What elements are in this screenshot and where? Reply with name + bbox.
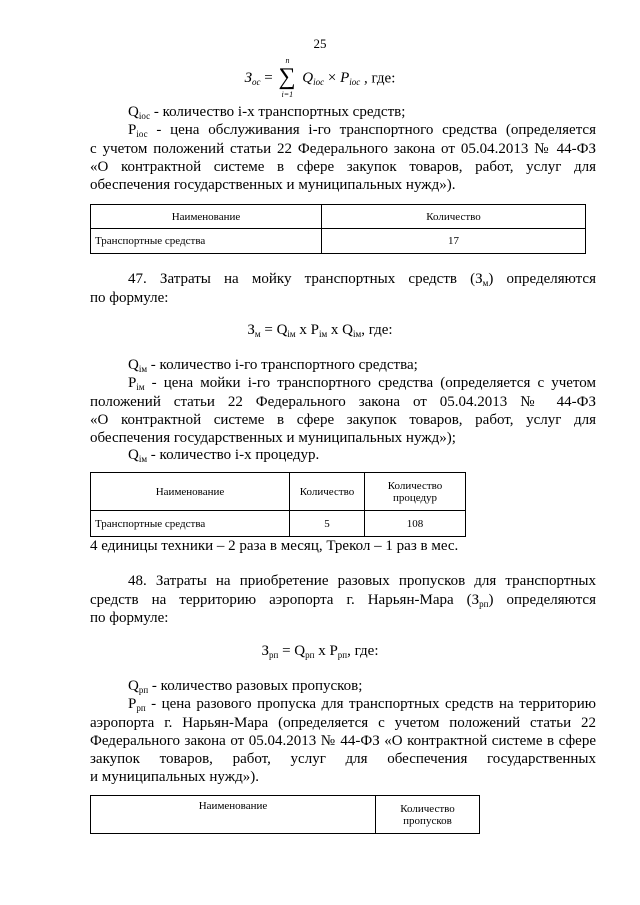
definition-p-rp-line: и муниципальных нужд»).	[90, 769, 259, 785]
definition-p-rp-line: закупок товаров, работ, услуг для обеспечения государственных	[90, 751, 596, 767]
table-cell: 5	[290, 511, 365, 537]
formula-passes-cost: $З_{рп} = Q_{рп}$ х $Р_{рп}$, где:	[261, 643, 379, 660]
table-cell: 108	[365, 511, 466, 537]
definition-p-im-line: $P_{iм}$ - цена мойки i-го транспортного средства (определяется с учетом	[128, 375, 596, 392]
table-header: Количество пропусков	[376, 796, 480, 834]
definition-p-rp-line: $P_{рп}$ - цена разового пропуска для транспортных средств на территорию	[128, 696, 596, 713]
page-number: 25	[313, 36, 327, 51]
table-header: Количество	[290, 473, 365, 511]
table-vehicles-washing	[90, 472, 466, 537]
table-header: Наименование	[91, 205, 322, 229]
table-header: Количество процедур	[365, 473, 466, 511]
definition-p-ios-line: обеспечения государственных и муниципальных нужд»).	[90, 177, 456, 193]
table-row	[91, 229, 586, 254]
formula-suffix: , где:	[364, 70, 396, 87]
section-48-intro: средств на территорию аэропорта г. Нарьян-Мара $(З_{рп})$ определяются	[90, 592, 596, 609]
definition-q-rp: $Q_{рп}$ - количество разовых пропусков;	[128, 678, 363, 695]
definition-q-im: $Q_{iм}$ - количество i-го транспортного средства;	[128, 357, 418, 374]
formula-service-cost: $З_{ос}$ = n ∑ i=1 $Q_{iос} \times P_{iос}$ , где:	[244, 56, 396, 99]
formula-washing-cost: $З_м = Q_{iм}$ х $Р_{iм}$ х $Q_{iм}$, где:	[247, 322, 393, 339]
section-48-intro: 48. Затраты на приобретение разовых пропусков для транспортных	[128, 573, 596, 589]
table-header: Наименование	[91, 796, 376, 834]
definition-p-im-line: «О контрактной системе в сфере закупок товаров, работ, услуг для	[90, 412, 596, 428]
definition-q-ios: $Q_{iос}$ - количество i-х транспортных средств;	[128, 104, 406, 121]
table-header: Наименование	[91, 473, 290, 511]
washing-frequency-note: 4 единицы техники – 2 раза в месяц, Трекол – 1 раз в мес.	[90, 538, 459, 554]
table-vehicles-service	[90, 204, 586, 254]
definition-p-rp-line: Федерального закона от 05.04.2013 № 44-ФЗ «О контрактной системе в сфере	[90, 733, 596, 749]
definition-p-ios-line: «О контрактной системе в сфере закупок товаров, работ, услуг для	[90, 159, 596, 175]
table-one-time-passes	[90, 795, 480, 834]
table-cell: Транспортные средства	[91, 229, 322, 254]
definition-q-procedures: $Q_{iм}$ - количество i-х процедур.	[128, 447, 320, 464]
section-48-intro: по формуле:	[90, 610, 169, 626]
table-header: Количество	[322, 205, 586, 229]
table-cell: Транспортные средства	[91, 511, 290, 537]
definition-p-im-line: положений статьи 22 Федерального закона от 05.04.2013 № 44-ФЗ	[90, 394, 596, 410]
sum-symbol: n ∑ i=1	[278, 56, 296, 99]
definition-p-ios-line: с учетом положений статьи 22 Федерального закона от 05.04.2013 № 44-ФЗ	[90, 141, 596, 157]
section-47-intro: 47. Затраты на мойку транспортных средств $(З_м)$ определяются	[128, 271, 596, 288]
definition-p-im-line: обеспечения государственных и муниципальных нужд»);	[90, 430, 456, 446]
definition-p-ios-line: $P_{iос}$ - цена обслуживания i-го транспортного средства (определяется	[128, 122, 596, 139]
table-row	[91, 511, 466, 537]
table-cell: 17	[322, 229, 586, 254]
definition-p-rp-line: аэропорта г. Нарьян-Мара (определяется с учетом положений статьи 22	[90, 715, 596, 731]
section-47-intro: по формуле:	[90, 290, 169, 306]
